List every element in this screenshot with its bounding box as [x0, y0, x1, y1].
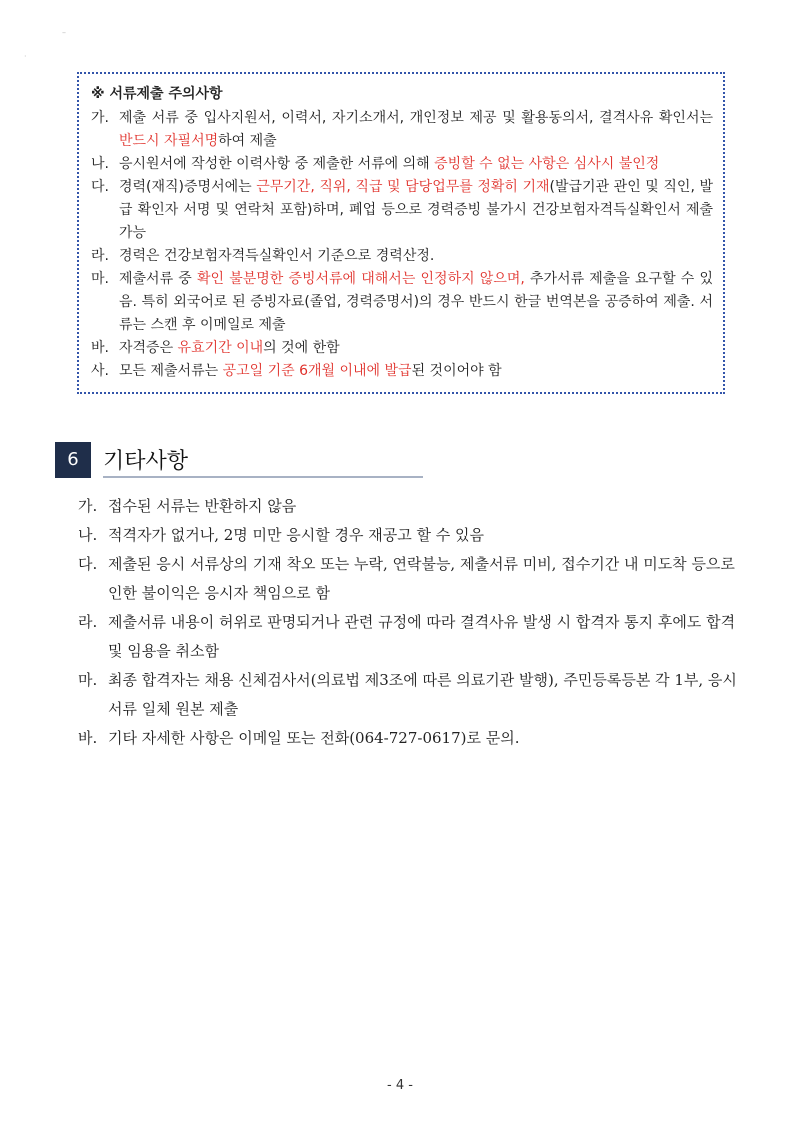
notice-text-segment: 경력(재직)증명서에는	[119, 179, 257, 195]
scan-speck: ·	[24, 52, 27, 61]
notice-text-segment: 경력은 건강보험자격득실확인서 기준으로 경력산정.	[119, 248, 435, 264]
notice-text-segment: 응시원서에 작성한 이력사항 중 제출한 서류에 의해	[119, 156, 435, 172]
notice-item	[91, 153, 713, 176]
section-item	[78, 521, 746, 550]
document-notice-box	[77, 72, 725, 394]
section-item-marker: 가.	[78, 497, 98, 515]
notice-text-segment: 제출 서류 중 입사지원서, 이력서, 자기소개서, 개인정보 제공 및 활용동의서, 결격사유 확인서는	[119, 110, 713, 126]
section-item	[78, 608, 746, 666]
notice-item-marker: 사.	[91, 363, 109, 379]
section-item-marker: 다.	[78, 555, 98, 573]
notice-item-marker: 마.	[91, 271, 109, 287]
notice-item-marker: 나.	[91, 156, 109, 172]
section-header	[55, 442, 745, 478]
scan-speck: –	[62, 28, 66, 37]
notice-text-segment: 자격증은	[119, 340, 178, 356]
section-item	[78, 666, 746, 724]
notice-highlight-text: 공고일 기준 6개월 이내에 발급	[222, 363, 412, 379]
notice-text-segment: 하여 제출	[218, 133, 277, 149]
notice-item-text	[119, 107, 713, 153]
notice-item	[91, 245, 713, 268]
notice-text-segment: 된 것이어야 함	[411, 363, 502, 379]
notice-item-text	[119, 268, 713, 337]
section-title-underline	[103, 476, 423, 478]
notice-item	[91, 337, 713, 360]
section-item-text: 제출된 응시 서류상의 기재 착오 또는 누락, 연락불능, 제출서류 미비, 접수기간 내 미도착 등으로 인한 불이익은 응시자 책임으로 함	[108, 555, 735, 602]
notice-item	[91, 176, 713, 245]
section-item-text: 제출서류 내용이 허위로 판명되거나 관련 규정에 따라 결격사유 발생 시 합격자 통지 후에도 합격 및 임용을 취소함	[108, 613, 736, 660]
notice-text-segment: 제출서류 중	[119, 271, 197, 287]
notice-text-segment: 의 것에 한함	[263, 340, 340, 356]
notice-highlight-text: 근무기간, 직위, 직급 및 담당업무를 정확히 기재	[256, 179, 550, 195]
notice-item-text	[119, 153, 713, 176]
notice-item-marker: 다.	[91, 179, 109, 195]
section-item	[78, 550, 746, 608]
section-item	[78, 492, 746, 521]
section-item-marker: 바.	[78, 729, 98, 747]
notice-item-text	[119, 337, 713, 360]
notice-item-text	[119, 176, 713, 245]
notice-item-marker: 라.	[91, 248, 109, 264]
notice-highlight-text: 유효기간 이내	[177, 340, 264, 356]
notice-item	[91, 268, 713, 337]
page-number: - 4 -	[387, 1078, 413, 1093]
notice-item	[91, 360, 713, 383]
section-number-badge: 6	[55, 442, 91, 478]
notice-highlight-text: 반드시 자필서명	[119, 133, 219, 149]
section-item-text: 기타 자세한 사항은 이메일 또는 전화(064-727-0617)로 문의.	[108, 729, 520, 747]
section-item	[78, 724, 746, 753]
section-item-text: 최종 합격자는 채용 신체검사서(의료법 제3조에 따른 의료기관 발행), 주민등록등본 각 1부, 응시서류 일체 원본 제출	[108, 671, 737, 718]
section-item-text: 접수된 서류는 반환하지 않음	[108, 497, 297, 515]
notice-text-segment: 모든 제출서류는	[119, 363, 223, 379]
section-item-marker: 나.	[78, 526, 98, 544]
notice-text-segment: (발급기관 관인 및 직인, 발급 확인자 서명 및 연락처 포함)하며, 폐업 등으로 경력증빙 불가시 건강보험자격득실확인서 제출 가능	[119, 179, 714, 241]
notice-item-marker: 바.	[91, 340, 109, 356]
section-item-text: 적격자가 없거나, 2명 미만 응시할 경우 재공고 할 수 있음	[108, 526, 485, 544]
notice-text-segment: 추가서류 제출을 요구할 수 있음. 특히 외국어로 된 증빙자료(졸업, 경력증명서)의 경우 반드시 한글 번역본을 공증하여 제출. 서류는 스캔 후 이메일로 제출	[119, 271, 713, 333]
notice-list	[91, 107, 713, 383]
notice-highlight-text: 증빙할 수 없는 사항은 심사시 불인정	[434, 156, 660, 172]
notice-title: ※ 서류제출 주의사항	[91, 86, 223, 102]
notice-item-text	[119, 245, 713, 268]
notice-highlight-text: 확인 불분명한 증빙서류에 대해서는 인정하지 않으며,	[196, 271, 525, 287]
section-item-list	[78, 492, 746, 753]
notice-item	[91, 107, 713, 153]
section-title: 기타사항	[103, 449, 189, 474]
notice-item-marker: 가.	[91, 110, 109, 126]
section-item-marker: 라.	[78, 613, 98, 631]
section-item-marker: 마.	[78, 671, 98, 689]
notice-item-text	[119, 360, 713, 383]
